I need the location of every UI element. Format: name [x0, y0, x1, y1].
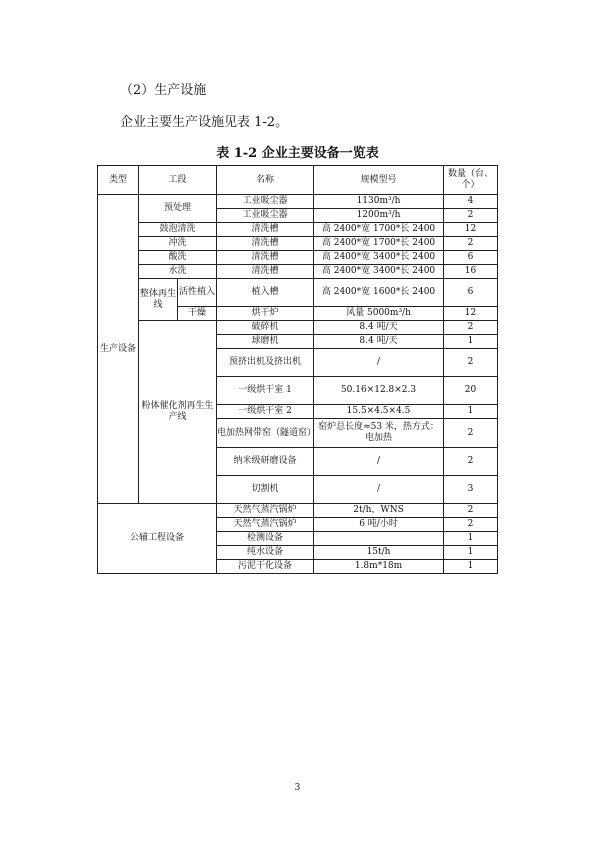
qty-cell: 2 [444, 419, 498, 448]
spec-cell: 高 2400*宽 3400*长 2400 [314, 265, 444, 279]
qty-cell: 2 [444, 518, 498, 532]
table-row [98, 321, 498, 335]
spec-cell: 15t/h [314, 546, 444, 560]
spec-cell: 1.8m*18m [314, 560, 444, 574]
qty-cell: 1 [444, 532, 498, 546]
section-heading: （2）生产设施 [120, 83, 207, 98]
table-caption: 表 1-2 企业主要设备一览表 [216, 146, 379, 161]
spec-cell: 8.4 吨/天 [314, 335, 444, 349]
name-cell: 清洗槽 [217, 251, 314, 265]
table-row [98, 237, 498, 251]
table-row [98, 223, 498, 237]
spec-cell: / [314, 476, 444, 504]
qty-cell: 2 [444, 209, 498, 223]
name-cell: 烘干炉 [217, 307, 314, 321]
name-cell: 一级烘干室 2 [217, 405, 314, 419]
name-cell: 电加热网带窑（隧道窑） [217, 419, 314, 448]
name-cell: 清洗槽 [217, 265, 314, 279]
qty-cell: 6 [444, 279, 498, 307]
qty-cell: 2 [444, 504, 498, 518]
subsection-cell: 干燥 [178, 307, 217, 321]
name-cell: 检测设备 [217, 532, 314, 546]
name-cell: 纳米级研磨设备 [217, 448, 314, 476]
equipment-table [97, 165, 498, 574]
qty-cell: 2 [444, 448, 498, 476]
qty-cell: 1 [444, 560, 498, 574]
spec-cell: 1130m³/h [314, 195, 444, 209]
spec-cell: 50.16×12.8×2.3 [314, 377, 444, 405]
table-row [98, 195, 498, 209]
qty-cell: 16 [444, 265, 498, 279]
page-number: 3 [294, 783, 301, 793]
name-cell: 植入槽 [217, 279, 314, 307]
qty-cell: 1 [444, 546, 498, 560]
section-cell: 水洗 [139, 265, 217, 279]
name-cell: 纯水设备 [217, 546, 314, 560]
spec-cell: 8.4 吨/天 [314, 321, 444, 335]
qty-cell: 3 [444, 476, 498, 504]
spec-cell: 15.5×4.5×4.5 [314, 405, 444, 419]
spec-cell: / [314, 448, 444, 476]
name-cell: 污泥干化设备 [217, 560, 314, 574]
intro-paragraph: 企业主要生产设施见表 1-2。 [120, 115, 289, 130]
name-cell: 预挤出机及挤出机 [217, 349, 314, 377]
name-cell: 球磨机 [217, 335, 314, 349]
spec-cell [314, 532, 444, 546]
section-cell: 粉体催化剂再生生产线 [139, 321, 217, 504]
qty-cell: 2 [444, 349, 498, 377]
spec-cell: / [314, 349, 444, 377]
spec-cell: 2t/h，WNS [314, 504, 444, 518]
name-cell: 天然气蒸汽锅炉 [217, 518, 314, 532]
qty-cell: 6 [444, 251, 498, 265]
qty-cell: 20 [444, 377, 498, 405]
section-cell: 鼓泡清洗 [139, 223, 217, 237]
header-spec: 规模型号 [314, 166, 444, 195]
name-cell: 清洗槽 [217, 237, 314, 251]
table-row [98, 251, 498, 265]
header-name: 名称 [217, 166, 314, 195]
name-cell: 切割机 [217, 476, 314, 504]
category-cell: 公辅工程设备 [98, 504, 217, 574]
header-section: 工段 [139, 166, 217, 195]
table-row [98, 504, 498, 518]
name-cell: 天然气蒸汽锅炉 [217, 504, 314, 518]
header-qty: 数量（台、个） [444, 166, 498, 195]
table-row [98, 265, 498, 279]
qty-cell: 2 [444, 321, 498, 335]
spec-cell: 1200m³/h [314, 209, 444, 223]
name-cell: 工业吸尘器 [217, 209, 314, 223]
spec-cell: 风量 5000m³/h [314, 307, 444, 321]
category-cell: 生产设备 [98, 195, 139, 504]
name-cell: 破碎机 [217, 321, 314, 335]
spec-cell: 6 吨/小时 [314, 518, 444, 532]
spec-cell: 高 2400*宽 1700*长 2400 [314, 237, 444, 251]
qty-cell: 1 [444, 405, 498, 419]
spec-cell: 高 2400*宽 3400*长 2400 [314, 251, 444, 265]
qty-cell: 12 [444, 307, 498, 321]
qty-cell: 12 [444, 223, 498, 237]
subsection-cell: 活性植入 [178, 279, 217, 307]
table-row [98, 279, 498, 307]
section-cell: 整体再生线 [139, 279, 178, 321]
name-cell: 一级烘干室 1 [217, 377, 314, 405]
section-cell: 冲洗 [139, 237, 217, 251]
name-cell: 清洗槽 [217, 223, 314, 237]
header-type: 类型 [98, 166, 139, 195]
qty-cell: 1 [444, 335, 498, 349]
qty-cell: 4 [444, 195, 498, 209]
name-cell: 工业吸尘器 [217, 195, 314, 209]
spec-cell: 高 2400*宽 1700*长 2400 [314, 223, 444, 237]
qty-cell: 2 [444, 237, 498, 251]
spec-cell: 高 2400*宽 1600*长 2400 [314, 279, 444, 307]
section-cell: 预处理 [139, 195, 217, 223]
spec-cell: 窑炉总长度≈53 米，热方式：电加热 [314, 419, 444, 448]
section-cell: 酸洗 [139, 251, 217, 265]
